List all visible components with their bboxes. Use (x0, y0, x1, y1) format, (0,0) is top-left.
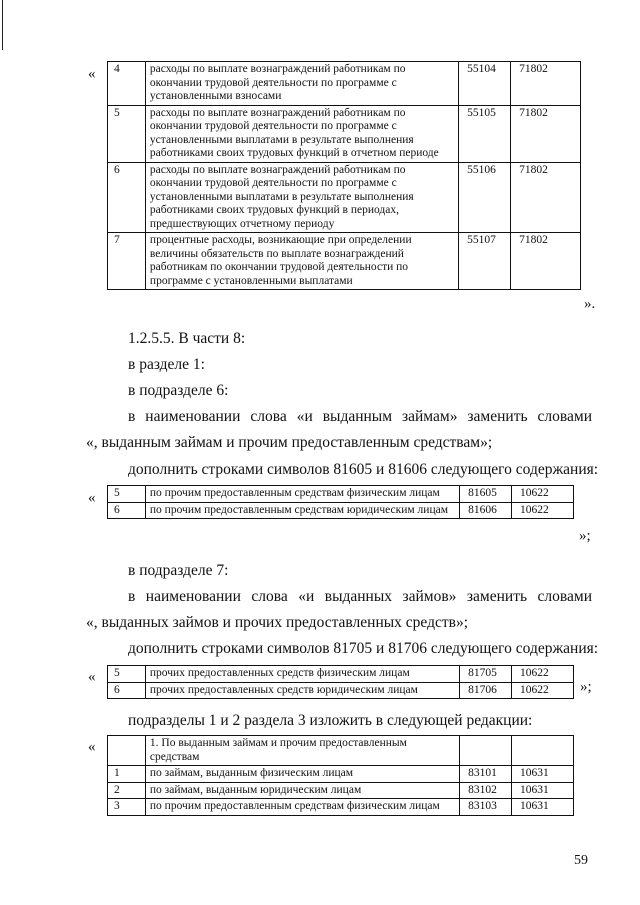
code-cell: 10622 (512, 502, 574, 519)
code-cell: 55105 (459, 105, 511, 162)
paragraph: «, выданным займам и прочим предоставленным средствам»; (86, 434, 493, 451)
code-cell: 10622 (512, 666, 574, 683)
table3 (107, 665, 574, 699)
paragraph: подразделы 1 и 2 раздела 3 изложить в следующей редакции: (128, 712, 533, 729)
code-cell: 81705 (460, 666, 512, 683)
table1 (107, 61, 581, 290)
table-row (108, 799, 574, 816)
row-text: по прочим предоставленным средствам юридическим лицам (145, 502, 459, 519)
row-text: расходы по выплате вознаграждений работникам по окончании трудовой деятельности по программе с установленными выплатами в результате выполнения работниками своих трудовых функций в отчетном периоде (145, 105, 458, 162)
row-number: 5 (108, 666, 146, 683)
empty-cell (108, 736, 146, 766)
code-cell: 10631 (512, 799, 574, 816)
row-text: прочих предоставленных средств юридическим лицам (145, 682, 459, 699)
table1-close-quote: ». (584, 296, 596, 312)
table1-open-quote: « (88, 66, 96, 82)
table-row (108, 666, 574, 683)
table2 (107, 485, 574, 519)
code-cell: 81706 (460, 682, 512, 699)
code-cell: 10631 (512, 766, 574, 783)
row-text: процентные расходы, возникающие при определении величины обязательств по выплате вознаграждений работникам по окончании трудовой деятельности по программе с установленными выплатами (145, 233, 458, 290)
row-text: по займам, выданным физическим лицам (145, 766, 459, 783)
row-number: 7 (108, 233, 146, 290)
row-number: 3 (108, 799, 146, 816)
table-row (108, 162, 581, 233)
paragraph: в наименовании слова «и выданным займам» заменить словами (128, 408, 592, 425)
code-cell: 83103 (460, 799, 512, 816)
code-cell: 55107 (459, 233, 511, 290)
row-number: 6 (108, 502, 146, 519)
table3-open-quote: « (88, 669, 96, 685)
row-text: расходы по выплате вознаграждений работникам по окончании трудовой деятельности по программе с установленными выплатами в результате выполнения работниками своих трудовых функций в периодах, предшествующих отчетному периоду (145, 162, 458, 233)
paragraph: в разделе 1: (128, 356, 205, 373)
paragraph-section: 1.2.5.5. В части 8: (128, 330, 246, 347)
code-cell: 71802 (511, 62, 581, 106)
code-cell: 83101 (460, 766, 512, 783)
scan-edge-mark (2, 0, 3, 50)
code-cell: 71802 (511, 162, 581, 233)
row-text: по займам, выданным юридическим лицам (145, 782, 459, 799)
paragraph: дополнить строками символов 81605 и 81606 следующего содержания: (128, 461, 599, 478)
table-row (108, 105, 581, 162)
row-number: 4 (108, 62, 146, 106)
code-cell: 83102 (460, 782, 512, 799)
table4 (107, 735, 574, 816)
row-number: 5 (108, 486, 146, 503)
paragraph: «, выданных займов и прочих предоставленных средств»; (86, 614, 468, 631)
table-row (108, 486, 574, 503)
table-row (108, 62, 581, 106)
table-row (108, 766, 574, 783)
table-row (108, 233, 581, 290)
table2-open-quote: « (88, 490, 96, 506)
row-text: по прочим предоставленным средствам физическим лицам (145, 486, 459, 503)
table-header-row (108, 736, 574, 766)
code-cell: 71802 (511, 105, 581, 162)
paragraph: в подразделе 6: (128, 382, 229, 399)
table3-close-quote: »; (580, 679, 592, 695)
code-cell: 55106 (459, 162, 511, 233)
paragraph: дополнить строками символов 81705 и 81706 следующего содержания: (128, 640, 599, 657)
row-text: прочих предоставленных средств физическим лицам (145, 666, 459, 683)
code-cell: 71802 (511, 233, 581, 290)
code-cell: 10631 (512, 782, 574, 799)
code-cell: 81605 (460, 486, 512, 503)
table2-close-quote: »; (579, 528, 591, 544)
empty-cell (460, 736, 512, 766)
row-number: 1 (108, 766, 146, 783)
code-cell: 55104 (459, 62, 511, 106)
paragraph: в подразделе 7: (128, 562, 229, 579)
table-row (108, 782, 574, 799)
paragraph: в наименовании слова «и выданных займов» заменить словами (128, 588, 592, 605)
row-number: 5 (108, 105, 146, 162)
table-row (108, 682, 574, 699)
code-cell: 10622 (512, 486, 574, 503)
code-cell: 10622 (512, 682, 574, 699)
row-text: расходы по выплате вознаграждений работникам по окончании трудовой деятельности по программе с установленными взносами (145, 62, 458, 106)
row-number: 2 (108, 782, 146, 799)
section-header-text: 1. По выданным займам и прочим предоставленным средствам (145, 736, 459, 766)
table4-open-quote: « (88, 739, 96, 755)
empty-cell (512, 736, 574, 766)
table-row (108, 502, 574, 519)
page-number: 59 (574, 853, 588, 868)
row-text: по прочим предоставленным средствам физическим лицам (145, 799, 459, 816)
row-number: 6 (108, 162, 146, 233)
code-cell: 81606 (460, 502, 512, 519)
row-number: 6 (108, 682, 146, 699)
